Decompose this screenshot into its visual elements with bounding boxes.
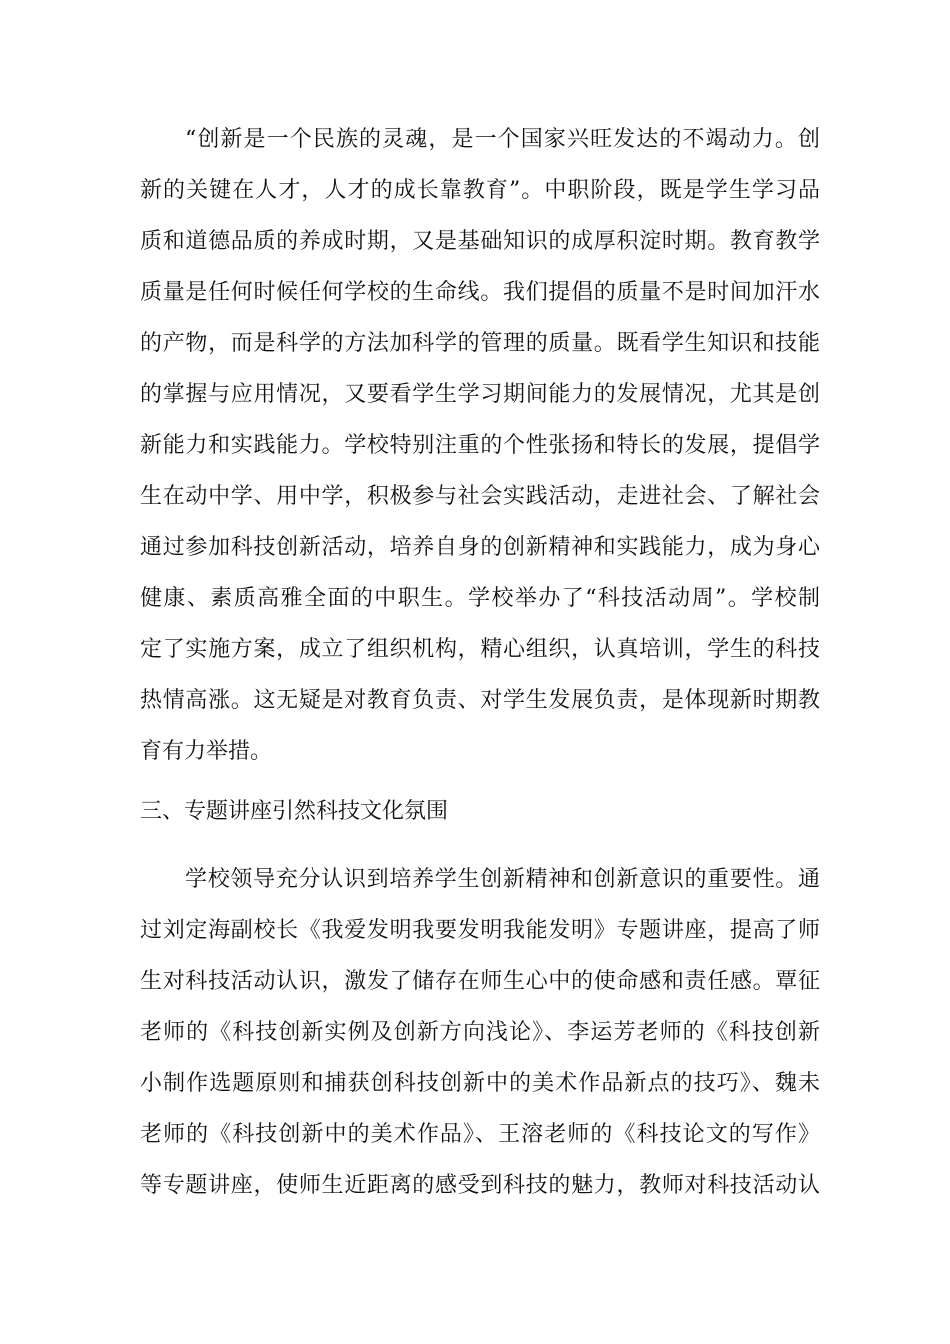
paragraph-1-line-5: 的产物，而是科学的方法加科学的管理的质量。既看学生知识和技能 <box>140 331 820 356</box>
paragraph-1-line-10: 健康、素质高雅全面的中职生。学校举办了“科技活动周”。学校制 <box>140 586 820 611</box>
paragraph-2-line-6: 老师的《科技创新中的美术作品》、王溶老师的《科技论文的写作》 <box>140 1122 820 1147</box>
paragraph-2-line-3: 生对科技活动认识，激发了储存在师生心中的使命感和责任感。覃征 <box>140 969 820 994</box>
paragraph-1-line-9: 通过参加科技创新活动，培养自身的创新精神和实践能力，成为身心 <box>140 535 820 560</box>
section-heading: 三、专题讲座引然科技文化氛围 <box>140 799 449 824</box>
paragraph-1-line-6: 的掌握与应用情况，又要看学生学习期间能力的发展情况，尤其是创 <box>140 382 820 407</box>
paragraph-1-line-11: 定了实施方案，成立了组织机构，精心组织，认真培训，学生的科技 <box>140 637 820 662</box>
paragraph-1-line-1: “创新是一个民族的灵魂，是一个国家兴旺发达的不竭动力。创 <box>185 127 820 152</box>
paragraph-1-line-12: 热情高涨。这无疑是对教育负责、对学生发展负责，是体现新时期教 <box>140 688 820 713</box>
paragraph-2-line-1: 学校领导充分认识到培养学生创新精神和创新意识的重要性。通 <box>185 867 820 892</box>
paragraph-2-line-2: 过刘定海副校长《我爱发明我要发明我能发明》专题讲座，提高了师 <box>140 918 820 943</box>
paragraph-1-line-7: 新能力和实践能力。学校特别注重的个性张扬和特长的发展，提倡学 <box>140 433 820 458</box>
paragraph-1-line-3: 质和道德品质的养成时期，又是基础知识的成厚积淀时期。教育教学 <box>140 229 820 254</box>
paragraph-2-line-7: 等专题讲座，使师生近距离的感受到科技的魅力，教师对科技活动认 <box>140 1173 820 1198</box>
paragraph-1-line-13: 育有力举措。 <box>140 739 273 764</box>
paragraph-2-line-5: 小制作选题原则和捕获创科技创新中的美术作品新点的技巧》、魏未 <box>140 1071 820 1096</box>
paragraph-1-line-8: 生在动中学、用中学，积极参与社会实践活动，走进社会、了解社会 <box>140 484 820 509</box>
paragraph-2-line-4: 老师的《科技创新实例及创新方向浅论》、李运芳老师的《科技创新 <box>140 1020 820 1045</box>
paragraph-1-line-2: 新的关键在人才，人才的成长靠教育”。中职阶段，既是学生学习品 <box>140 178 820 203</box>
paragraph-1-line-4: 质量是任何时候任何学校的生命线。我们提倡的质量不是时间加汗水 <box>140 280 820 305</box>
